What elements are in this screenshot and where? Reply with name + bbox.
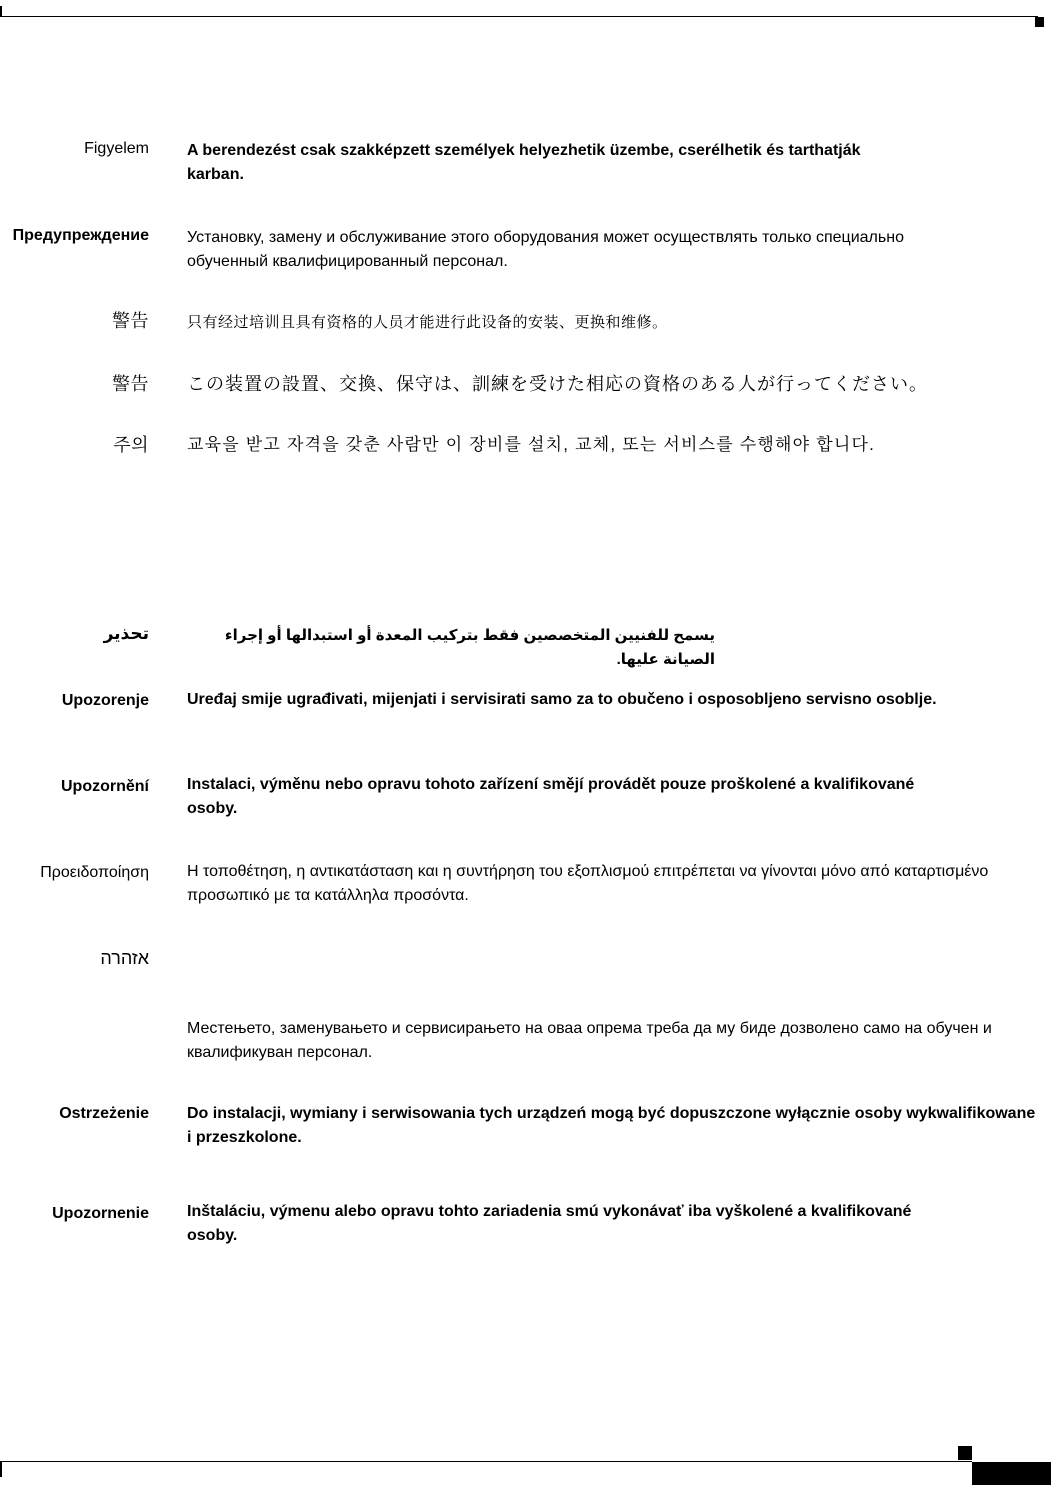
warning-label-polish: Ostrzeżenie (59, 1105, 149, 1122)
warning-label-greek: Προειδοποίηση (40, 864, 149, 881)
footer-page-tab (972, 1462, 1051, 1485)
warning-text-arabic: يسمح للفنيين المتخصصين فقط بتركيب المعدة أو استبدالها أو إجراء الصيانة عليها. (224, 627, 715, 668)
header-left-tick (0, 6, 2, 17)
warning-label-slovak: Upozornenie (52, 1205, 149, 1222)
warning-text-hungarian: A berendezést csak szakképzett személyek helyezhetik üzembe, cserélhetik és tarthatják karban. (187, 142, 861, 183)
warning-label-russian: Предупреждение (12, 227, 149, 244)
warning-label-japanese: 警告 (112, 374, 149, 394)
warning-label-croatian: Upozorenje (61, 692, 149, 709)
warning-text-macedonian: Местењето, заменувањето и сервисирањето на оваа опрема треба да му биде дозволено само на обучен и квалификуван персонал. (187, 1020, 992, 1061)
warning-text-greek: Η τοποθέτηση, η αντικατάσταση και η συντήρηση του εξοπλισμού επιτρέπεται να γίνονται μόνο από καταρτισμένο προσωπικό με τα κατάλληλα προσόντα. (187, 863, 989, 904)
warning-text-slovak: Inštaláciu, výmenu alebo opravu tohto zariadenia smú vykonávať iba vyškolené a kvalifikované osoby. (187, 1203, 912, 1244)
header-corner-mark (1035, 17, 1044, 27)
footer-rule (0, 1461, 972, 1462)
warning-text-korean: 교육을 받고 자격을 갖춘 사람만 이 장비를 설치, 교체, 또는 서비스를 수행해야 합니다. (187, 435, 875, 454)
footer-left-tick (0, 1461, 2, 1477)
warning-text-chinese: 只有经过培训且具有资格的人员才能进行此设备的安装、更换和维修。 (187, 314, 668, 331)
warning-label-hebrew: אזהרה (100, 948, 149, 968)
warning-label-arabic: تحذير (103, 624, 149, 643)
warning-text-czech: Instalaci, výměnu nebo opravu tohoto zařízení smějí provádět pouze proškolené a kvalifikované osoby. (187, 776, 915, 817)
warning-label-chinese: 警告 (112, 311, 149, 331)
header-rule (0, 16, 1038, 17)
footer-corner-mark (958, 1446, 972, 1460)
warning-text-polish: Do instalacji, wymiany i serwisowania tych urządzeń mogą być dopuszczone wyłącznie osoby wykwalifikowane i przeszkolone. (187, 1105, 1036, 1146)
warning-label-czech: Upozornění (61, 778, 149, 795)
warning-text-russian: Установку, замену и обслуживание этого оборудования может осуществлять только специально обученный квалифицированный персонал. (187, 229, 904, 270)
warning-text-croatian: Uređaj smije ugrađivati, mijenjati i servisirati samo za to obučeno i osposobljeno servisno osoblje. (187, 691, 937, 708)
warning-text-japanese: この装置の設置、交換、保守は、訓練を受けた相応の資格のある人が行ってください。 (187, 374, 928, 394)
warning-label-hungarian: Figyelem (84, 140, 149, 157)
warning-label-korean: 주의 (113, 435, 149, 455)
